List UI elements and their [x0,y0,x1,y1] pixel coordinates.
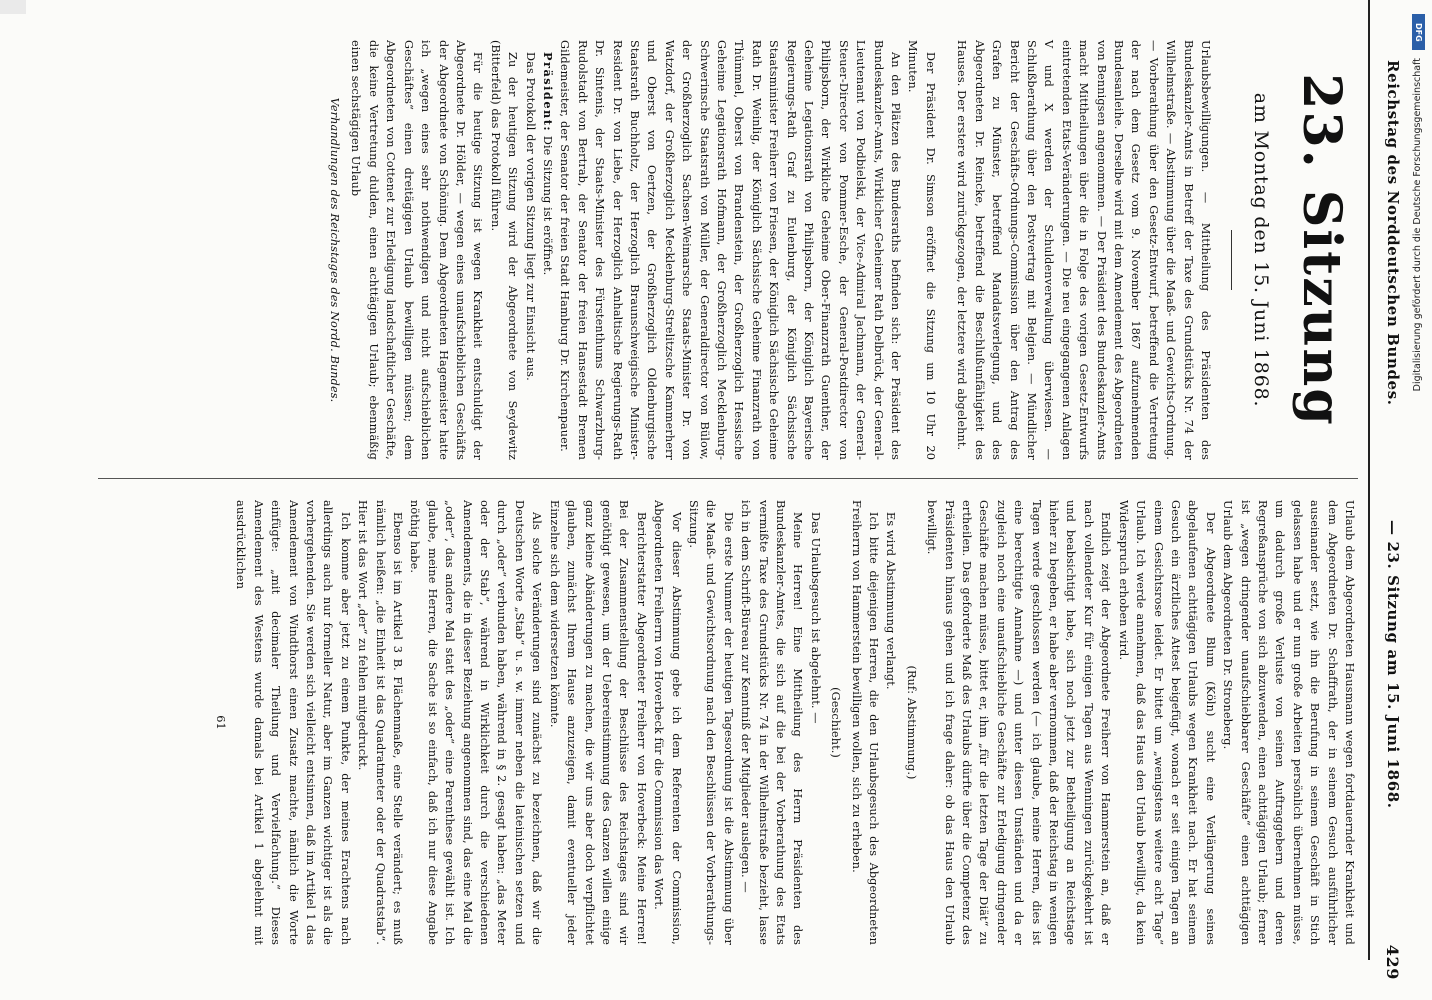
right-paragraph-10: Berichterstatter Abgeordneter Freiherr von Hoverbeck: Meine Herren! Bei der Zusammenstellung der Beschlüsse des Reichstages sind wir genöthigt gewesen, um der Uebereinstimmung des Ganzen willen einige ganz kleine Abänderungen zu machen, die wir uns aber doch verpflichtet glauben, zunächst Ihrem Hause anzuzeigen, damit eventueller jeder Einzelne sich dem widersetzen könnte. [547,500,648,945]
session-date: am Montag den 15. Juni 1868. [1250,92,1272,408]
protocol-paragraph-2: Zu der heutigen Sitzung wird der Abgeordnete von Seydewitz (Bitterfeld) das Protokoll führen. [488,40,520,460]
right-paragraph-1: Urlaub dem Abgeordneten Hausmann wegen fortdauernder Krankheit und dem Abgeordneten Dr. Schaffrath, der in seinem Gesuch ausführlicher auseinander setzt, wie ihn die Berufung in seinem Geschäft in Stich gelassen habe und er nun große Arbeiten persönlich übernehmen müsse, um dadurch große Verluste von seinen Auftraggebern und deren Regreßansprüche von sich abzuwenden, einen achttägigen Urlaub; ferner ist „wegen dringender unaufschiebbarer Geschäfte“ einen achttägigen Urlaub dem Abgeordneten Dr. Stroneberg. [1221,500,1356,945]
right-paragraph-8: Die erste Nummer der heutigen Tagesordnung ist die Abstimmung über die Maaß- und Gewichtsordnung nach den Beschlüssen der Vorberathungs-Sitzung. [686,500,735,945]
signature-mark: 61 [214,715,227,730]
dfg-watermark [1412,6,1426,996]
right-paragraph-6: Das Urlaubsgesuch ist abgelehnt. — [808,512,822,724]
header-rule [1368,0,1370,960]
opening-paragraph: Der Präsident Dr. Simson eröffnet die Sitzung um 10 Uhr 20 Minuten. [906,40,937,460]
speaker-text: Die Sitzung ist eröffnet. [540,135,554,276]
stage-direction-2: (Geschieht.) [829,687,843,758]
right-paragraph-13: Ich komme aber jetzt zu einem Punkte, der meines Erachtens nach allerdings auch nur formeller Natur, aber im Ganzen wichtiger ist als die vorhergehenden. Sie werden sich vielleicht entsinnen, daß im Artikel 1 das Amendement von Windthorst einen Zusatz machte, nämlich die Worte einfügte: „mit decimaler Theilung und Vervielfachung.“ Dieses Amendement des Westens wurde damals bei Artikel 1 abgelehnt mit ausdrücklichen [234,500,352,945]
session-title: 23. Sitzung [1291,73,1352,427]
header-left: Reichstag des Norddeutschen Bundes. [1384,60,1402,406]
right-paragraph-11: Als solche Veränderungen sind zunächst zu bezeichnen, daß wir die Deutschen Worte „Stab“ u. s. w. immer neben die lateinischen setzen und durch „oder“ verbunden haben, während in § 2. gesagt haben: „das Meter oder der Stab“, während in Wirklichkeit durch die verschiedenen Amendements, die in dieser Beziehung angenommen sind, das eine Mal die „oder“, das andere Mal statt des „oder“ eine Parenthese gewählt ist. Ich glaube, meine Herren, die Sache ist so einfach, daß ich nur diese Angabe nöthig habe. [408,500,544,945]
dfg-badge: DFG [1412,14,1425,50]
president-paragraph [539,40,556,460]
protocol-paragraph: Das Protokoll der vorigen Sitzung liegt zur Einsicht aus. [523,52,537,381]
right-paragraph-2: Der Abgeordnete Blum (Köln) sucht eine Verlängerung seines abgelaufenen achttägigen Urlaubs wegen Krankheit nach. Er hat seinem Gesuch ein ärztliches Attest beigefügt, wonach er seit einigen Tagen an einem Gesichtsrose leidet. Er bittet um „wenigstens weitere acht Tage“ Urlaub. Ich werde annehmen, daß das Haus den Urlaub bewilligt, da kein Widerspruch erhoben wird. [1116,500,1217,945]
left-column [323,40,1214,460]
footer-signature: Verhandlungen des Reichstages des Nordd. Bundes. [328,97,342,403]
header-dash: — [1384,520,1402,536]
stage-direction-1: (Ruf: Abstimmung.) [904,665,918,780]
summary-paragraph: Urlaubsbewilligungen. — Mittheilung des Präsidenten des Bundeskanzler-Amts in Betreff der Taxe des Grundstücks Nr. 74 der Wilhelmstraße. — Abstimmung über die Maaß- und Gewichts-Ordnung. — Vorberathung über den Gesetz-Entwurf, betreffend die Vertretung der nach dem Gesetz vom 9. November 1867 aufzunehmenden Bundesanleihe. Derselbe wird mit dem Amendement des Abgeordneten von Bennigsen angenommen. — Der Präsident des Bundeskanzler-Amts macht Mittheilungen über die in Folge des vorigen Gesetz-Entwurfs eintretenden Etats-Veränderungen. — Die neu eingegangenen Anlagen V und X werden der Schuldenverwaltung überwiesen. — Schlußberathung über den Postvertrag mit Belgien. — Mündlicher Bericht der Geschäfts-Ordnungs-Commission über den Antrag des Grafen zu Münster, betreffend Mandatsverlegung, und des Abgeordneten Dr. Reincke, betreffend die Beschlußunfähigkeit des Hauses. Der erstere wird zurückgezogen, der letztere wird abgelehnt. [955,40,1212,460]
right-paragraph-5: Ich bitte diejenigen Herren, die den Urlaubsgesuch des Abgeordneten Freiherrn von Hammerstein bewilligen wollen, sich zu erheben. [849,500,881,945]
header-session: 23. Sitzung am 15. Juni 1868. [1384,541,1402,809]
right-paragraph-9: Vor dieser Abstimmung gebe ich dem Referenten der Commission, Abgeordneten Freiherrn von Hoverbeck für die Commission das Wort. [652,500,683,945]
right-paragraph-12: Ebenso ist im Artikel 3 B. Flächenmaße, eine Stelle verändert; es muß nämlich heißen: „die Einheit ist das Quadratmeter oder der Quadratstab“. Hier ist das Wort „der“ zu fehlen mitgedruckt. [356,500,405,945]
header-right [1384,520,1402,809]
bundesrath-paragraph: An den Plätzen des Bundesraths befinden sich: der Präsident des Bundeskanzler-Amts, Wirklicher Geheimer Rath Delbrück, der General-Lieutenant von Podbielski, der Vice-Admiral Jachmann, der General-Steuer-Director von Pommer-Esche, der General-Postdirector von Philipsborn, der Wirkliche Geheime Ober-Finanzrath Guenther, der Geheime Legationsrath von Philipsborn, der Königlich Bayerische Regierungs-Rath Graf zu Eulenburg, der Königlich Sächsische Staatsminister Freiherr von Friesen, der Königlich Sächsische Geheime Rath Dr. Weinlig, der Königlich Sächsische Geheime Finanzrath von Thümmel, Oberst von Brandenstein, der Großherzoglich Hessische Geheime Legationsrath Hofmann, der Großherzoglich Mecklenburg-Schwerinsche Staatsrath von Müller, der Generaldirector von Bülow, der Großherzoglich Sachsen-Weimarsche Staats-Minister Dr. von Watzdorf, der Großherzoglich Mecklenburg-Strelitzsche Kammerherr und Oberst von Oertzen, der Großherzoglich Oldenburgische Staatsrath Buchholtz, der Herzoglich Braunschweigische Minister-Resident Dr. von Liebe, der Herzoglich Anhaltische Regierungs-Rath Dr. Sintenis, der Staats-Minister des Fürstenthums Schwarzburg-Rudolstadt von Bertrab, der Senator der freien Hansestadt Bremen Gildemeister, der Senator der freien Stadt Hamburg Dr. Kirchenpauer. [558,40,903,460]
title-rule [1231,230,1232,290]
absence-paragraph: Für die heutige Sitzung ist wegen Krankheit entschuldigt der Abgeordnete Dr. Hölder, — wegen eines unaufschieblichen Geschäfts der Abgeordnete von Schöning. Dem Abgeordneten Hagemeister hatte ich „wegen eines sehr nothwendigen und nicht aufschieblichen Geschäftes“ einen dreitägigen Urlaub bewilligen müssen; dem Abgeordneten von Cottenet zur Erledigung landschaftlicher Geschäfte, die keine Vertretung dulden, einen achttägigen Urlaub; ebenmäßig einen sechstägigen Urlaub [349,40,485,460]
right-paragraph-7: Meine Herren! Eine Mittheilung des Herrn Präsidenten des Bundeskanzler-Amtes, die sich auf die bei der Vorberathung des Etats vermißte Taxe des Grundstücks Nr. 74 in der Wilhelmstraße bezieht, lasse ich in dem Schrift-Büreau zur Kenntniß der Mitglieder auslegen. — [739,500,805,945]
running-header [1376,20,1402,980]
right-column [209,500,1358,945]
column-divider [98,478,1358,479]
dfg-credit-text: Digitalisierung gefördert durch die Deutsche Forschungsgemeinschaft [1412,58,1423,392]
right-paragraph-4: Es wird Abstimmung verlangt. [884,512,898,690]
speaker-label: Präsident: [540,52,555,133]
right-paragraph-3: Endlich zeigt der Abgeordnete Freiherr von Hammerstein an, daß er nach vollendeter Kur für einigen Tagen aus Wenningen zurückgekehrt ist und beabsichtigt habe, sich noch jetzt zur Betheiligung an Reichstage hieher zu begeben, er habe aber vernommen, daß der Reichstag in wenigen Tagen werde geschlossen werden (— ich glaube, meine Herren, dies ist eine berechtigte Annahme —) und unter diesen Umständen und da er zugleich noch eine unaufschiebliche Geschäfte zur Erledigung dringender Geschäfte machen müsse, bittet er, ihm „für die letzten Tage der Diät“ zu ertheilen. Das geforderte Maß des Urlaubs dürfte über die Competenz des Präsidenten hinaus gehen und ich frage daher: ob das Haus den Urlaub bewilligt. [925,500,1113,945]
page-number: 429 [1383,944,1402,980]
